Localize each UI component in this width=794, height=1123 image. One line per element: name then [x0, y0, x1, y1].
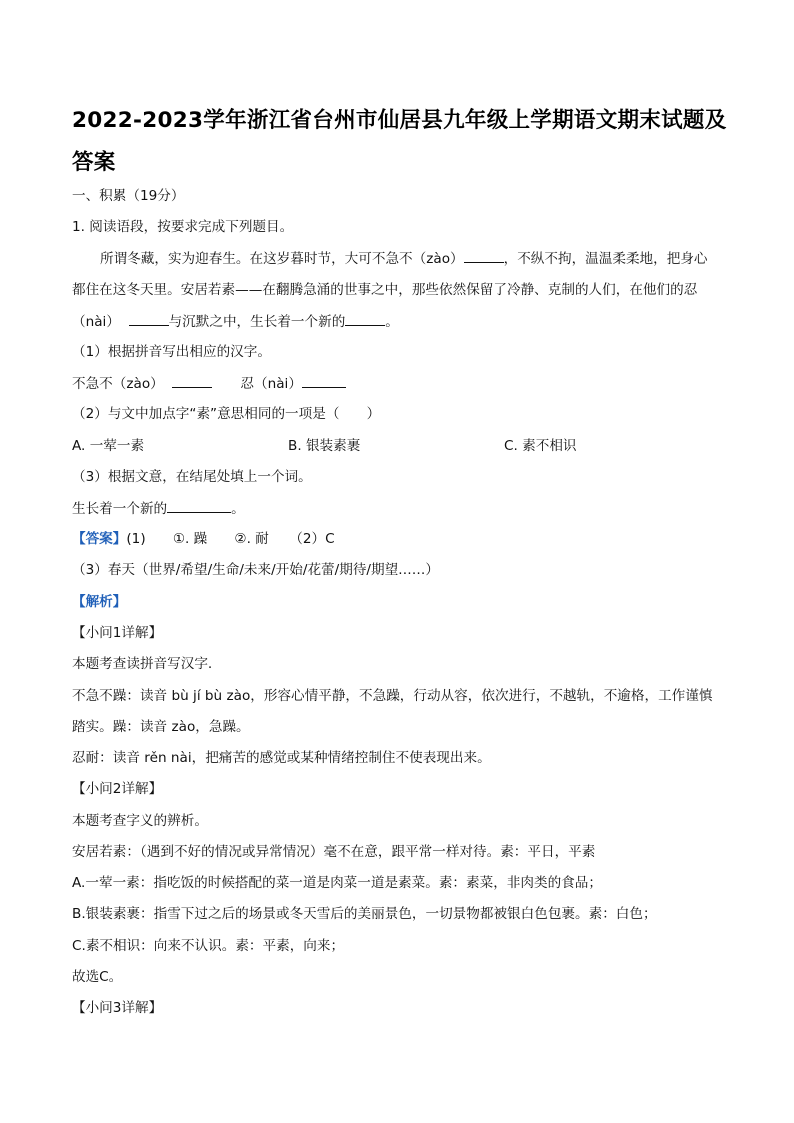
option-a: A. 一荤一素	[72, 438, 145, 454]
analysis-label: 【解析】	[72, 594, 127, 610]
analysis-text: 本题考查读拼音写汉字.	[72, 656, 213, 672]
fill-blank	[345, 311, 385, 326]
question-stem: 1. 阅读语段，按要求完成下列题目。	[72, 219, 294, 235]
section-heading: 一、积累（19分）	[72, 188, 185, 204]
option-c: C. 素不相识	[504, 438, 577, 454]
sub-question: （2）与文中加点字“素”意思相同的一项是（ ）	[72, 406, 381, 422]
analysis-text: 不急不躁：读音 bù jí bù zào，形容心情平静，不急躁，行动从容，依次进行，不越轨，不逾格，工作谨慎	[72, 688, 713, 704]
analysis-text: 忍耐：读音 rěn nài，把痛苦的感觉或某种情绪控制住不使表现出来。	[72, 750, 491, 766]
analysis-text: 本题考查字义的辨析。	[72, 813, 208, 829]
analysis-text: 故选C。	[72, 969, 123, 985]
analysis-text: B.银装素裹：指雪下过之后的场景或冬天雪后的美丽景色，一切景物都被银白色包裹。素：白色；	[72, 906, 657, 922]
passage-line: （nài） 与沉默之中，生长着一个新的 。	[72, 311, 399, 332]
sub-question: （3）根据文意，在结尾处填上一个词。	[72, 469, 312, 485]
option-b: B. 银装素裹	[288, 438, 361, 454]
sub-question: （1）根据拼音写出相应的汉字。	[72, 344, 271, 360]
analysis-text: C.素不相识：向来不认识。素：平素，向来；	[72, 938, 345, 954]
answer-label: 【答案】	[72, 531, 127, 547]
passage-line: 所谓冬藏，实为迎春生。在这岁暮时节，大可不急不（zào） ，不纵不拘，温温柔柔地，把身心	[100, 248, 708, 269]
fill-blank	[172, 373, 212, 388]
passage-line: 都住在这冬天里。安居若素——在翻腾急涌的世事之中，那些依然保留了冷静、克制的人们，在他们的忍	[72, 282, 698, 298]
fill-blank	[129, 311, 169, 326]
fill-blank	[302, 373, 346, 388]
answer-line: 【答案】(1) ①. 躁 ②. 耐 （2）C	[72, 531, 335, 547]
subsection-heading: 【小问1详解】	[72, 625, 163, 641]
subsection-heading: 【小问2详解】	[72, 781, 163, 797]
analysis-text: 安居若素：（遇到不好的情况或异常情况）毫不在意，跟平常一样对待。素：平日，平素	[72, 844, 596, 860]
document-title: 2022-2023学年浙江省台州市仙居县九年级上学期语文期末试题及答案	[72, 108, 727, 175]
answer-line: （3）春天（世界/希望/生命/未来/开始/花蕾/期待/期望……）	[72, 562, 439, 578]
fill-line: 生长着一个新的 。	[72, 498, 245, 519]
fill-blank	[464, 248, 504, 263]
fill-line: 不急不（zào） 忍（nài）	[72, 373, 346, 394]
analysis-text: 踏实。躁：读音 zào，急躁。	[72, 719, 250, 735]
analysis-text: A.一荤一素：指吃饭的时候搭配的菜一道是肉菜一道是素菜。素：素菜，非肉类的食品；	[72, 875, 602, 891]
subsection-heading: 【小问3详解】	[72, 1000, 163, 1016]
fill-blank	[167, 498, 231, 513]
